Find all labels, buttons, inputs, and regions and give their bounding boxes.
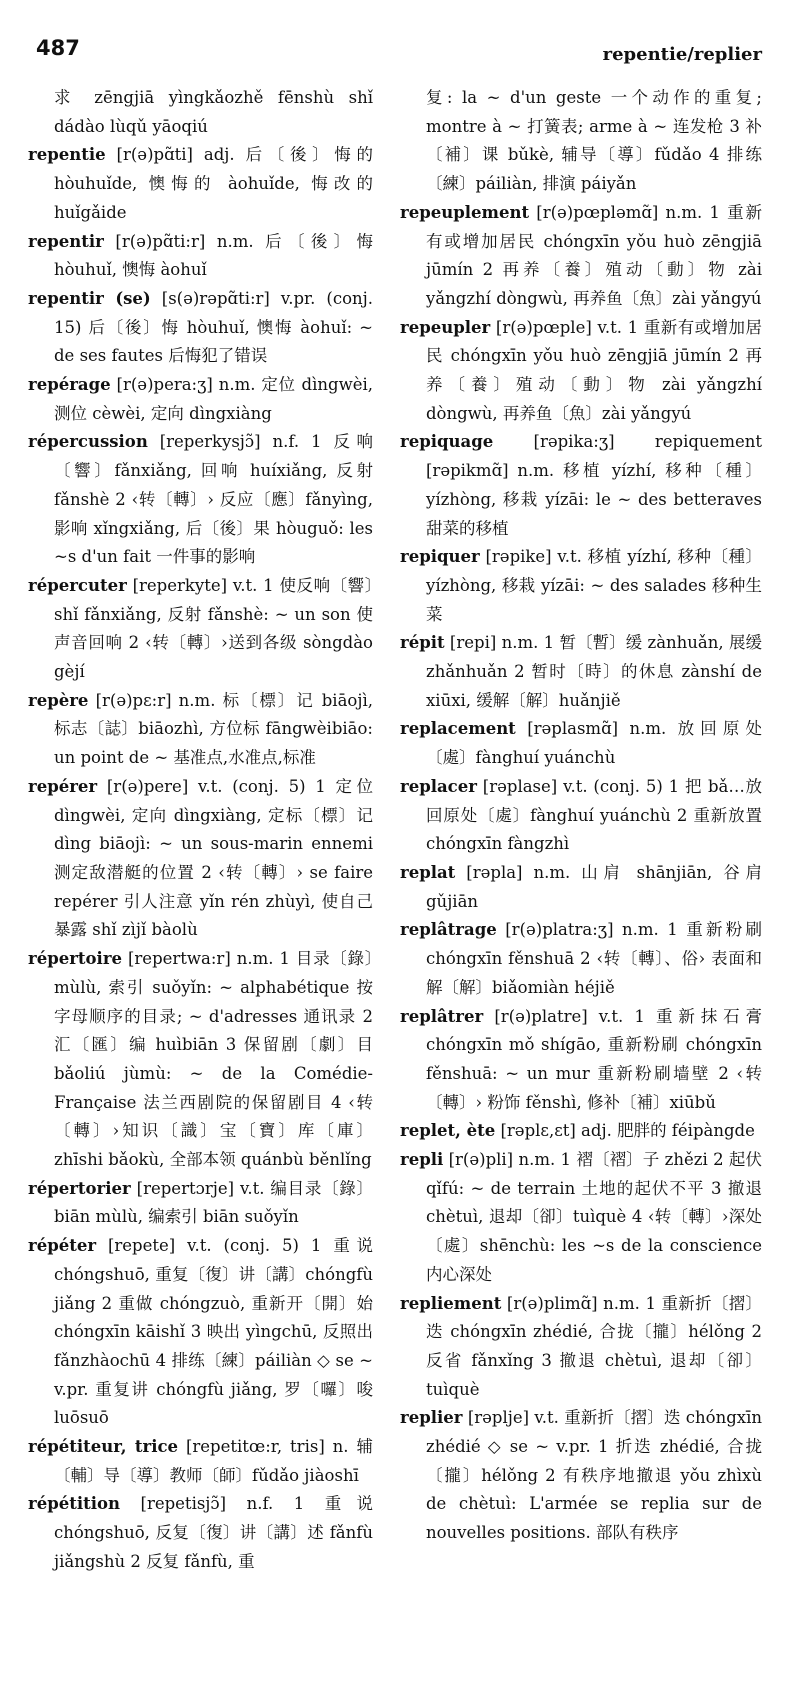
entry-definition: [rəpla] n.m. 山肩 shānjiān, 谷肩 gǔjiān [426, 862, 762, 911]
entry-definition: [r(ə)plimɑ̃] n.m. 1 重新折〔摺〕迭 chóngxīn zhédié, 合拢〔攏〕hélǒng 2 反省 fǎnxǐng 3 撤退 chètuì, 退却〔卻〕tuìquè [426, 1293, 762, 1399]
dictionary-entry [400, 715, 762, 772]
headword: répétition [28, 1494, 121, 1514]
headword: repérer [28, 776, 98, 796]
dictionary-entry [400, 314, 762, 429]
headword: replacer [400, 776, 477, 796]
entry-definition: [r(ə)platre] v.t. 1 重新抹石膏 chóngxīn mǒ shígāo, 重新粉刷 chóngxīn fěnshuā: ~ un mur 重新粉刷墙壁 2 ‹转〔轉〕› 粉饰 fěnshì, 修补〔補〕xiūbǔ [426, 1006, 762, 1112]
entry-definition: [repertwa:r] n.m. 1 目录〔錄〕mùlù, 索引 suǒyǐn: ~ alphabétique 按字母顺序的目录; ~ d'adresses 通讯录 2 汇〔匯〕编 huìbiān 3 保留剧〔劇〕目 bǎoliú jùmù: ~ de la Comédie-Française 法兰西剧院的保留剧目 4 ‹转〔轉〕›知识〔識〕宝〔寶〕库〔庫〕zhīshi bǎokù, 全部本领 quánbù běnlǐng [54, 949, 373, 1170]
entry-definition: [r(ə)pere] v.t. (conj. 5) 1 定位 dìngwèi, 定向 dìngxiàng, 定标〔標〕记 dìng biāojì: ~ un sous-marin ennemi 测定敌潜艇的位置 2 ‹转〔轉〕› se faire repérer 引人注意 yǐn rén zhùyì, 使自己暴露 shǐ zìjǐ bàolù [54, 776, 373, 940]
dictionary-entry [28, 1232, 373, 1433]
headword: replier [400, 1408, 463, 1428]
dictionary-entry [400, 84, 762, 199]
dictionary-entry [400, 773, 762, 859]
headword: repli [400, 1150, 444, 1170]
dictionary-entry [28, 1433, 373, 1490]
dictionary-entry [400, 1404, 762, 1548]
entry-definition: [repete] v.t. (conj. 5) 1 重说 chóngshuō, 重复〔復〕讲〔講〕chóngfù jiǎng 2 重做 chóngzuò, 重新开〔開〕始 chóngxīn kāishǐ 3 映出 yìngchū, 反照出 fǎnzhàochū 4 排练〔練〕páiliàn ◇ se ~ v.pr. 重复讲 chóngfù jiǎng, 罗〔囉〕唆 luōsuō [54, 1236, 373, 1428]
entry-definition: [s(ə)rəpɑ̃ti:r] v.pr. (conj. 15) 后〔後〕悔 hòuhuǐ, 懊悔 àohuǐ: ~ de ses fautes 后悔犯了错误 [54, 288, 374, 366]
entry-definition: [rəpika:ʒ] repiquement [rəpikmɑ̃] n.m. 移植 yízhí, 移种〔種〕yízhòng, 移栽 yízāi: le ~ des betteraves 甜菜的移植 [426, 432, 762, 538]
entry-definition: [r(ə)pœpləmɑ̃] n.m. 1 重新有或增加居民 chóngxīn yǒu huò zēngjiā jūmín 2 再养〔養〕殖动〔動〕物 zài yǎngzhí dòngwù, 再养鱼〔魚〕zài yǎngyú [426, 202, 762, 308]
dictionary-entry [400, 1003, 762, 1118]
entry-definition: [r(ə)pɑ̃ti] adj. 后〔後〕悔的 hòuhuǐde, 懊悔的 àohuǐde, 悔改的 huǐgǎide [54, 145, 373, 222]
dictionary-entry [28, 428, 373, 572]
dictionary-entry [28, 1175, 373, 1232]
headword: répercussion [28, 432, 148, 452]
dictionary-entry [400, 859, 762, 916]
entry-definition: [r(ə)pœple] v.t. 1 重新有或增加居民 chóngxīn yǒu huò zēngjiā jūmín 2 再养〔養〕殖动〔動〕物 zài yǎngzhí dòngwù, 再养鱼〔魚〕zài yǎngyú [426, 317, 762, 423]
dictionary-entry [400, 1290, 762, 1405]
headword: répertorier [28, 1178, 131, 1198]
dictionary-entry [400, 916, 762, 1002]
headword: repérage [28, 375, 111, 395]
dictionary-entry [400, 629, 762, 715]
entry-definition: [repi] n.m. 1 暂〔暫〕缓 zànhuǎn, 展缓 zhǎnhuǎn 2 暂时〔時〕的休息 zànshí de xiūxi, 缓解〔解〕huǎnjiě [426, 633, 762, 710]
headword: replâtrage [400, 920, 497, 940]
entry-definition: [r(ə)pɑ̃ti:r] n.m. 后〔後〕悔 hòuhuǐ, 懊悔 àohuǐ [54, 231, 373, 280]
right-column [400, 84, 762, 1548]
headword: repiquer [400, 547, 480, 567]
dictionary-entry [28, 687, 373, 773]
dictionary-entry [28, 228, 373, 285]
entry-definition: [repetisjɔ̃] n.f. 1 重说 chóngshuō, 反复〔復〕讲〔講〕述 fǎnfù jiǎngshù 2 反复 fǎnfù, 重 [54, 1494, 373, 1571]
headword: répétiteur, trice [28, 1437, 179, 1457]
dictionary-entry [28, 773, 373, 945]
headword: replacement [400, 719, 516, 739]
dictionary-entry [400, 1146, 762, 1290]
dictionary-entry [400, 199, 762, 314]
entry-definition: [r(ə)pera:ʒ] n.m. 定位 dìngwèi, 测位 cèwèi, 定向 dìngxiàng [54, 375, 373, 423]
dictionary-entry [28, 371, 373, 428]
entry-definition: [r(ə)pɛ:r] n.m. 标〔標〕记 biāojì, 标志〔誌〕biāozhì, 方位标 fāngwèibiāo: un point de ~ 基准点,水准点,标准 [54, 690, 373, 768]
entry-definition: 复: la ~ d'un geste 一个动作的重复; montre à ~ 打簧表; arme à ~ 连发枪 3 补〔補〕课 bǔkè, 辅导〔導〕fǔdǎo 4 排练〔練〕páiliàn, 排演 páiyǎn [426, 88, 762, 194]
headword: repentir (se) [28, 288, 151, 308]
dictionary-entry [28, 141, 373, 227]
headword: repeuplement [400, 202, 530, 222]
page-number: 487 [36, 36, 80, 60]
left-column [28, 84, 373, 1577]
dictionary-entry [28, 285, 373, 371]
dictionary-entry [400, 1117, 762, 1146]
entry-definition: 求 zēngjiā yìngkǎozhě fēnshù shǐ dádào lùqǔ yāoqiú [54, 88, 373, 136]
headword: répercuter [28, 575, 127, 595]
entry-definition: [rəplɛ,ɛt] adj. 肥胖的 féipàngde [495, 1121, 755, 1141]
entry-definition: [rəplase] v.t. (conj. 5) 1 把 bǎ…放回原处〔處〕fànghuí yuánchù 2 重新放置 chóngxīn fàngzhì [426, 776, 762, 854]
entry-definition: [repetitœ:r, tris] n. 辅〔輔〕导〔導〕教师〔師〕fǔdǎo jiàoshī [54, 1437, 373, 1485]
entry-definition: [r(ə)pli] n.m. 1 褶〔褶〕子 zhězi 2 起伏 qǐfú: ~ de terrain 土地的起伏不平 3 撤退 chètuì, 退却〔卻〕tuìquè 4 ‹转〔轉〕›深处〔處〕shēnchù: les ~s de la conscience 内心深处 [426, 1150, 762, 1284]
dictionary-entry [400, 543, 762, 629]
headword: replat [400, 862, 456, 882]
headword: repentie [28, 145, 106, 165]
entry-definition: [reperkysjɔ̃] n.f. 1 反响〔響〕fǎnxiǎng, 回响 huíxiǎng, 反射 fǎnshè 2 ‹转〔轉〕› 反应〔應〕fǎnyìng, 影响 xǐngxiǎng, 后〔後〕果 hòuguǒ: les ~s d'un fait 一件事的影响 [54, 432, 373, 567]
dictionary-entry [28, 572, 373, 687]
dictionary-entry [28, 945, 373, 1175]
headword: replâtrer [400, 1006, 484, 1026]
headword: répertoire [28, 949, 123, 969]
entry-definition: [rəplasmɑ̃] n.m. 放回原处〔處〕fànghuí yuánchù [426, 719, 762, 768]
entry-definition: [r(ə)platra:ʒ] n.m. 1 重新粉刷 chóngxīn fěnshuā 2 ‹转〔轉〕、俗› 表面和解〔解〕biǎomiàn héjiě [426, 920, 762, 997]
entry-definition: [reperkyte] v.t. 1 使反响〔響〕shǐ fǎnxiǎng, 反射 fǎnshè: ~ un son 使声音回响 2 ‹转〔轉〕›送到各级 sòngdào gèjí [54, 575, 373, 682]
entry-definition: [repertɔrje] v.t. 编目录〔錄〕biān mùlù, 编索引 biān suǒyǐn [54, 1178, 373, 1227]
entry-definition: [rəpike] v.t. 移植 yízhí, 移种〔種〕yízhòng, 移栽 yízāi: ~ des salades 移种生菜 [426, 547, 762, 624]
dictionary-entry [28, 84, 373, 141]
headword: repère [28, 690, 89, 710]
dictionary-entry [400, 428, 762, 543]
headword: repentir [28, 231, 104, 251]
headword: repiquage [400, 432, 494, 452]
headword: répit [400, 633, 445, 653]
dictionary-entry [28, 1490, 373, 1576]
headword: replet, ète [400, 1121, 496, 1141]
headword: repliement [400, 1293, 502, 1313]
headword: répéter [28, 1236, 97, 1256]
guide-words: repentie/replier [602, 44, 762, 65]
headword: repeupler [400, 317, 491, 337]
entry-definition: [rəplje] v.t. 重新折〔摺〕迭 chóngxīn zhédié ◇ se ~ v.pr. 1 折迭 zhédié, 合拢〔攏〕hélǒng 2 有秩序地撤退 yǒu zhìxù de chètuì: L'armée se replia sur de nouvelles positions. 部队有秩序 [426, 1408, 762, 1543]
